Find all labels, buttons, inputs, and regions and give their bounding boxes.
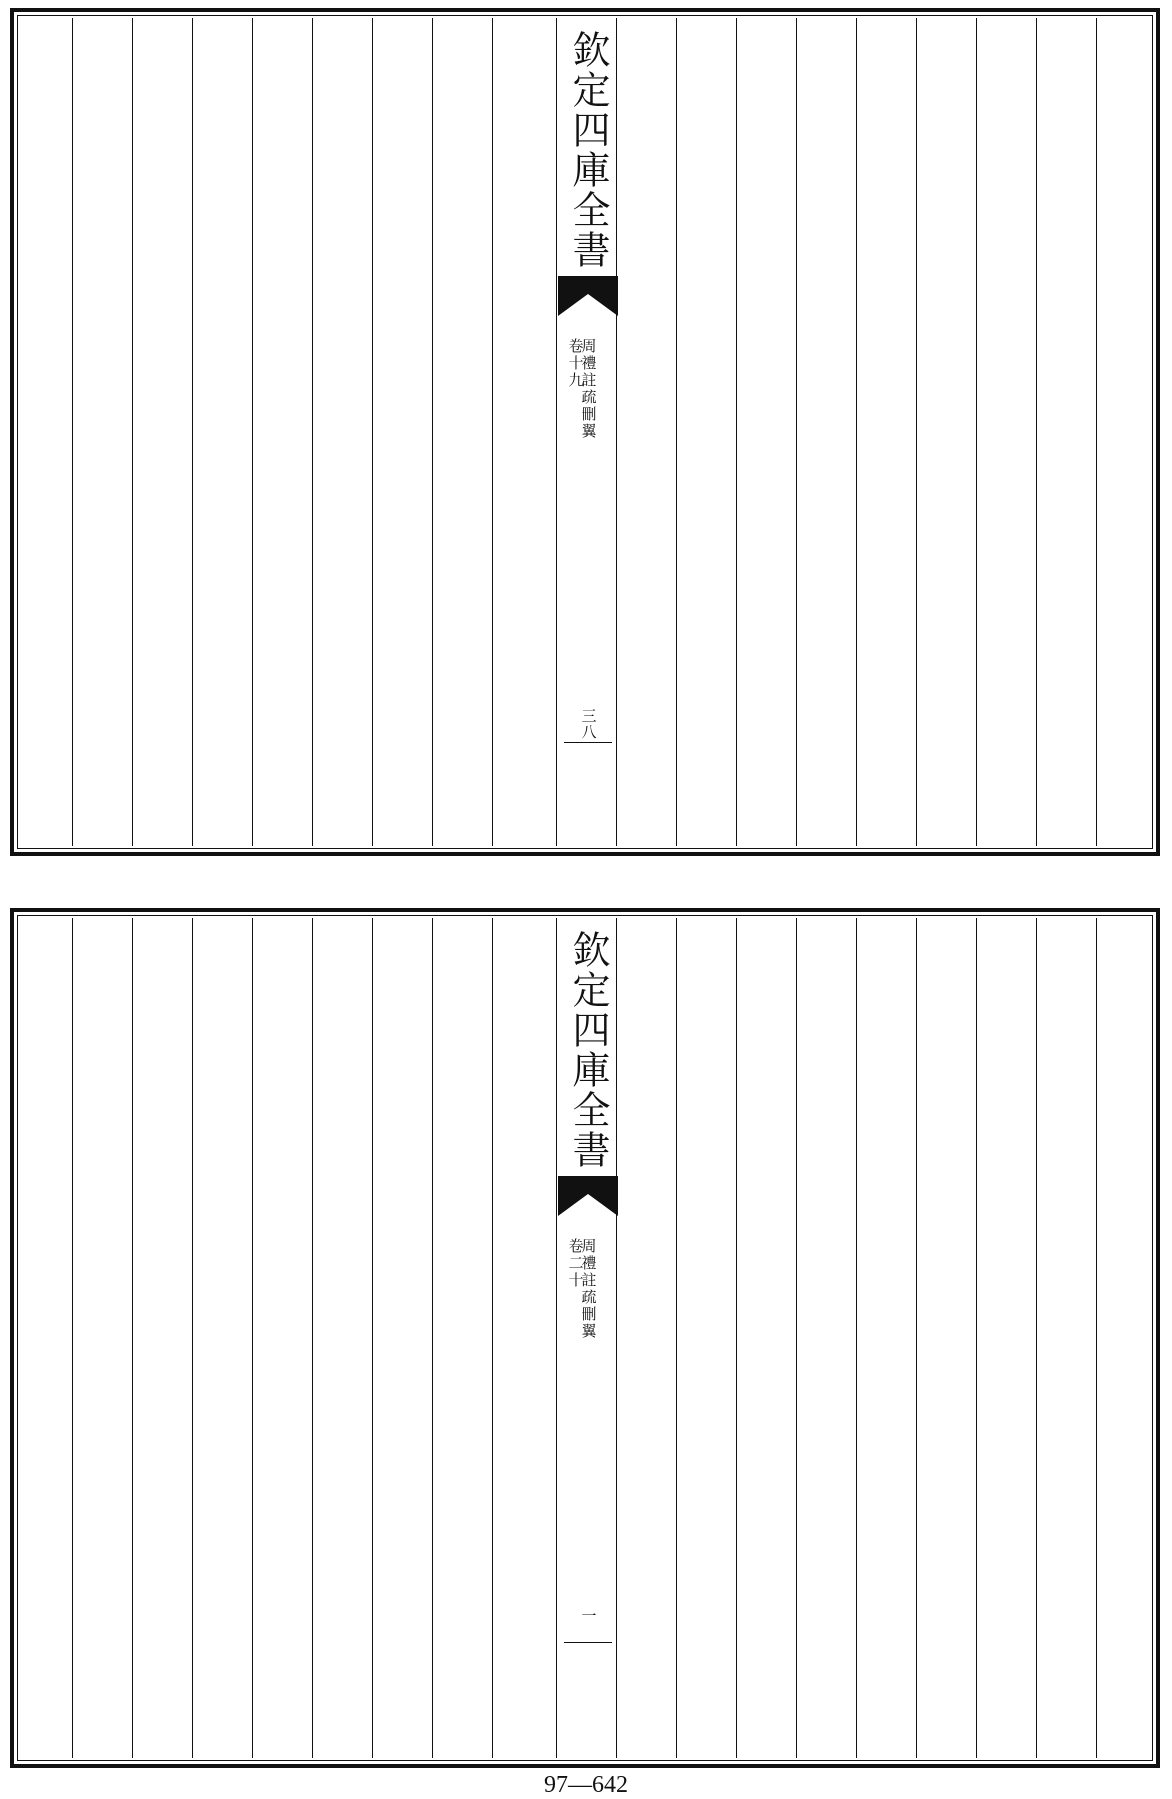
center-fold-rule xyxy=(564,1642,612,1643)
text-column xyxy=(372,26,432,838)
text-column xyxy=(432,926,492,1750)
fish-tail-mark xyxy=(558,276,618,316)
text-column xyxy=(1096,26,1156,838)
center-fold-book-title: 周禮註疏刪翼 xyxy=(579,1238,598,1340)
text-column xyxy=(916,26,976,838)
text-column xyxy=(1036,926,1096,1750)
lower-page xyxy=(10,908,1160,1768)
column-rule xyxy=(132,918,133,1758)
text-column xyxy=(1036,26,1096,838)
text-column xyxy=(372,926,432,1750)
center-fold-title: 欽定四庫全書 xyxy=(566,30,610,270)
text-column xyxy=(976,26,1036,838)
text-column xyxy=(856,926,916,1750)
center-fold xyxy=(556,918,620,1758)
center-fold-book-title: 周禮註疏刪翼 xyxy=(579,338,598,440)
center-fold xyxy=(556,18,620,846)
text-column xyxy=(432,26,492,838)
text-column xyxy=(736,926,796,1750)
center-fold-title: 欽定四庫全書 xyxy=(566,930,610,1170)
text-column xyxy=(492,926,556,1750)
text-column xyxy=(192,26,252,838)
text-column xyxy=(312,26,372,838)
center-fold-leaf-number: 一 xyxy=(579,1608,598,1624)
center-fold-volume: 卷十九 xyxy=(566,338,585,389)
column-rule xyxy=(132,18,133,846)
upper-page xyxy=(10,8,1160,856)
text-column xyxy=(312,926,372,1750)
text-column xyxy=(252,26,312,838)
text-column xyxy=(676,26,736,838)
column-rule xyxy=(72,18,73,846)
text-column xyxy=(796,26,856,838)
center-fold-rule xyxy=(564,742,612,743)
text-column xyxy=(736,26,796,838)
center-fold-leaf-number: 三八 xyxy=(579,708,598,740)
text-column xyxy=(676,926,736,1750)
text-column xyxy=(856,26,916,838)
text-column xyxy=(1096,926,1156,1750)
page-footer-number: 97—642 xyxy=(544,1772,628,1798)
text-column xyxy=(492,26,556,838)
text-column xyxy=(192,926,252,1750)
text-column xyxy=(252,926,312,1750)
center-fold-volume: 卷二十 xyxy=(566,1238,585,1289)
text-column xyxy=(796,926,856,1750)
volume-end-title xyxy=(14,26,72,838)
text-column xyxy=(976,926,1036,1750)
text-column xyxy=(14,926,72,1750)
text-column xyxy=(916,926,976,1750)
fish-tail-mark xyxy=(558,1176,618,1216)
text-column xyxy=(616,26,676,838)
text-column xyxy=(616,926,676,1750)
column-rule xyxy=(72,918,73,1758)
